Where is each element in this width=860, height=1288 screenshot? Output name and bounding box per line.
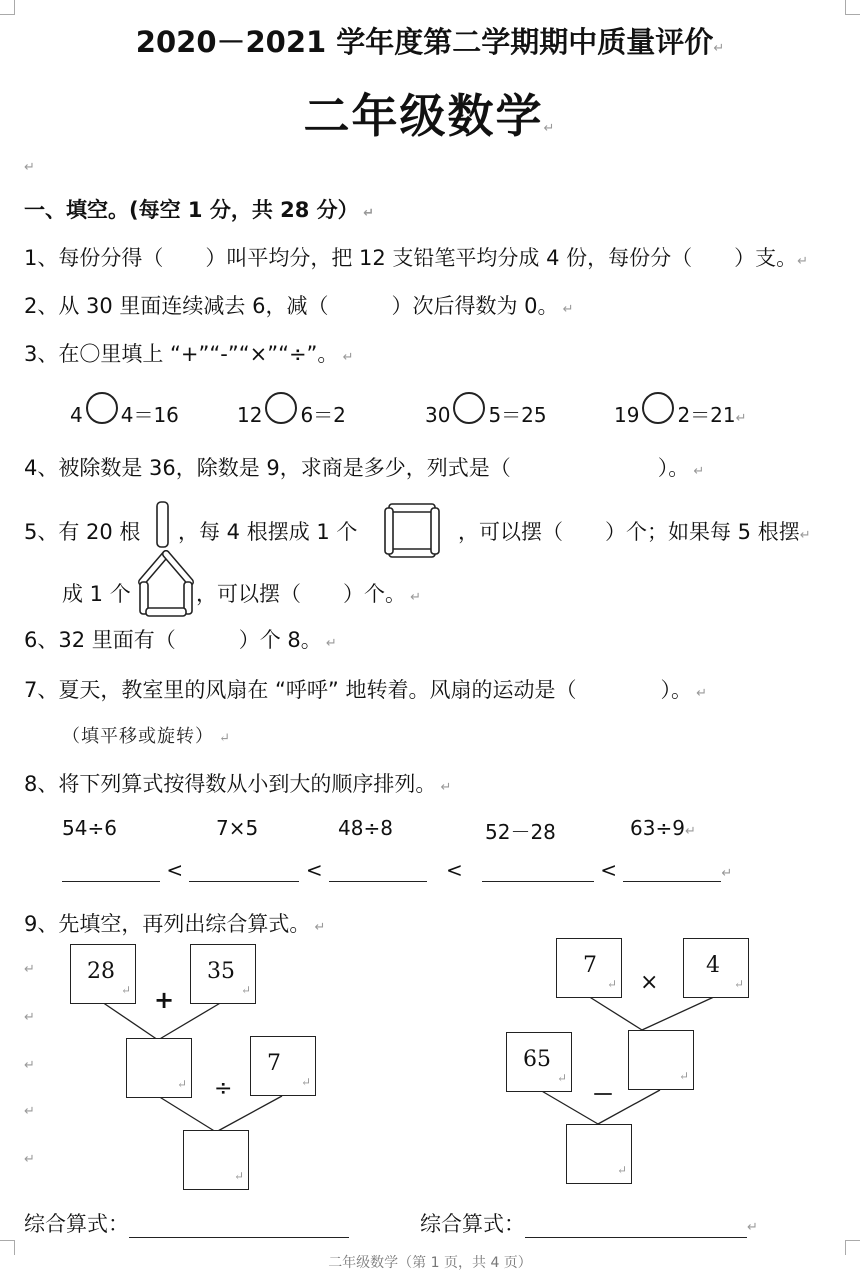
page-footer: 二年级数学（第 1 页，共 4 页） [328, 1255, 532, 1271]
equation-3: 30 5＝25 [425, 392, 547, 428]
paragraph-mark: ↵ [24, 160, 35, 175]
answer-box[interactable]: ↵ [126, 1038, 192, 1098]
divide-operator: ÷ [214, 1076, 233, 1101]
minus-operator: － [592, 1083, 615, 1108]
expression-2: 7×5 [216, 816, 259, 840]
number-box: 4 ↵ [683, 938, 749, 998]
number-box: 28 ↵ [70, 944, 136, 1004]
expression-3: 48÷8 [338, 816, 393, 840]
equation-2: 12 6＝2 [237, 392, 346, 428]
paragraph-mark: ↵ [24, 1010, 35, 1025]
paragraph-mark: ↵ [24, 1152, 35, 1167]
number-box: 35 ↵ [190, 944, 256, 1004]
number-box: 7 ↵ [250, 1036, 316, 1096]
exam-subject: 二年级数学↵ [303, 89, 557, 143]
answer-box[interactable]: ↵ [628, 1030, 694, 1090]
question-7: 7、夏天，教室里的风扇在 “呼呼” 地转着。风扇的运动是（ ）。 ↵ [24, 678, 707, 702]
question-9: 9、先填空，再列出综合算式。 ↵ [24, 912, 326, 936]
equation-4: 19 2＝21↵ [614, 392, 747, 428]
answer-box[interactable]: ↵ [566, 1124, 632, 1184]
equation-1: 4 4＝16 [70, 392, 179, 428]
plus-operator: + [154, 986, 175, 1014]
combined-formula-right: 综合算式： ↵ [420, 1212, 758, 1236]
question-5-end: ，可以摆（ ）个；如果每 5 根摆↵ [458, 520, 811, 544]
number-box: 65 ↵ [506, 1032, 572, 1092]
question-7-hint: （填平移或旋转） ↵ [62, 726, 232, 747]
question-1: 1、每份分得（ ）叫平均分，把 12 支铅笔平均分成 4 份，每份分（ ）支。↵ [24, 246, 809, 270]
question-5-line1: 5、有 20 根 [24, 520, 141, 544]
ordering-answer-line: < < < < ↵ [62, 858, 732, 882]
paragraph-mark: ↵ [24, 1104, 35, 1119]
question-5-mid: ，每 4 根摆成 1 个 [178, 520, 358, 544]
question-2: 2、从 30 里面连续减去 6，减（ ）次后得数为 0。 ↵ [24, 294, 574, 318]
answer-blank[interactable] [129, 1215, 349, 1238]
question-3: 3、在〇里填上 “+”“-”“×”“÷”。 ↵ [24, 342, 354, 366]
exam-title: 2020－2021 学年度第二学期期中质量评价↵ [135, 25, 725, 59]
multiply-operator: × [640, 970, 659, 995]
answer-blank[interactable] [525, 1215, 747, 1238]
section-heading: 一、填空。(每空 1 分，共 28 分） ↵ [24, 198, 375, 222]
expression-1: 54÷6 [62, 816, 117, 840]
question-6: 6、32 里面有（ ）个 8。 ↵ [24, 628, 337, 652]
number-box: 7 ↵ [556, 938, 622, 998]
expression-5: 63÷9↵ [630, 816, 696, 840]
combined-formula-left: 综合算式： [24, 1208, 349, 1238]
question-8: 8、将下列算式按得数从小到大的顺序排列。 ↵ [24, 772, 452, 796]
question-5-line2-end: ，可以摆（ ）个。 ↵ [196, 582, 422, 606]
question-5-line2: 成 1 个 [62, 582, 131, 606]
answer-box[interactable]: ↵ [183, 1130, 249, 1190]
expression-4: 52－28 [485, 820, 556, 844]
paragraph-mark: ↵ [24, 962, 35, 977]
question-4: 4、被除数是 36，除数是 9，求商是多少，列式是（ ）。 ↵ [24, 456, 705, 480]
paragraph-mark: ↵ [24, 1058, 35, 1073]
